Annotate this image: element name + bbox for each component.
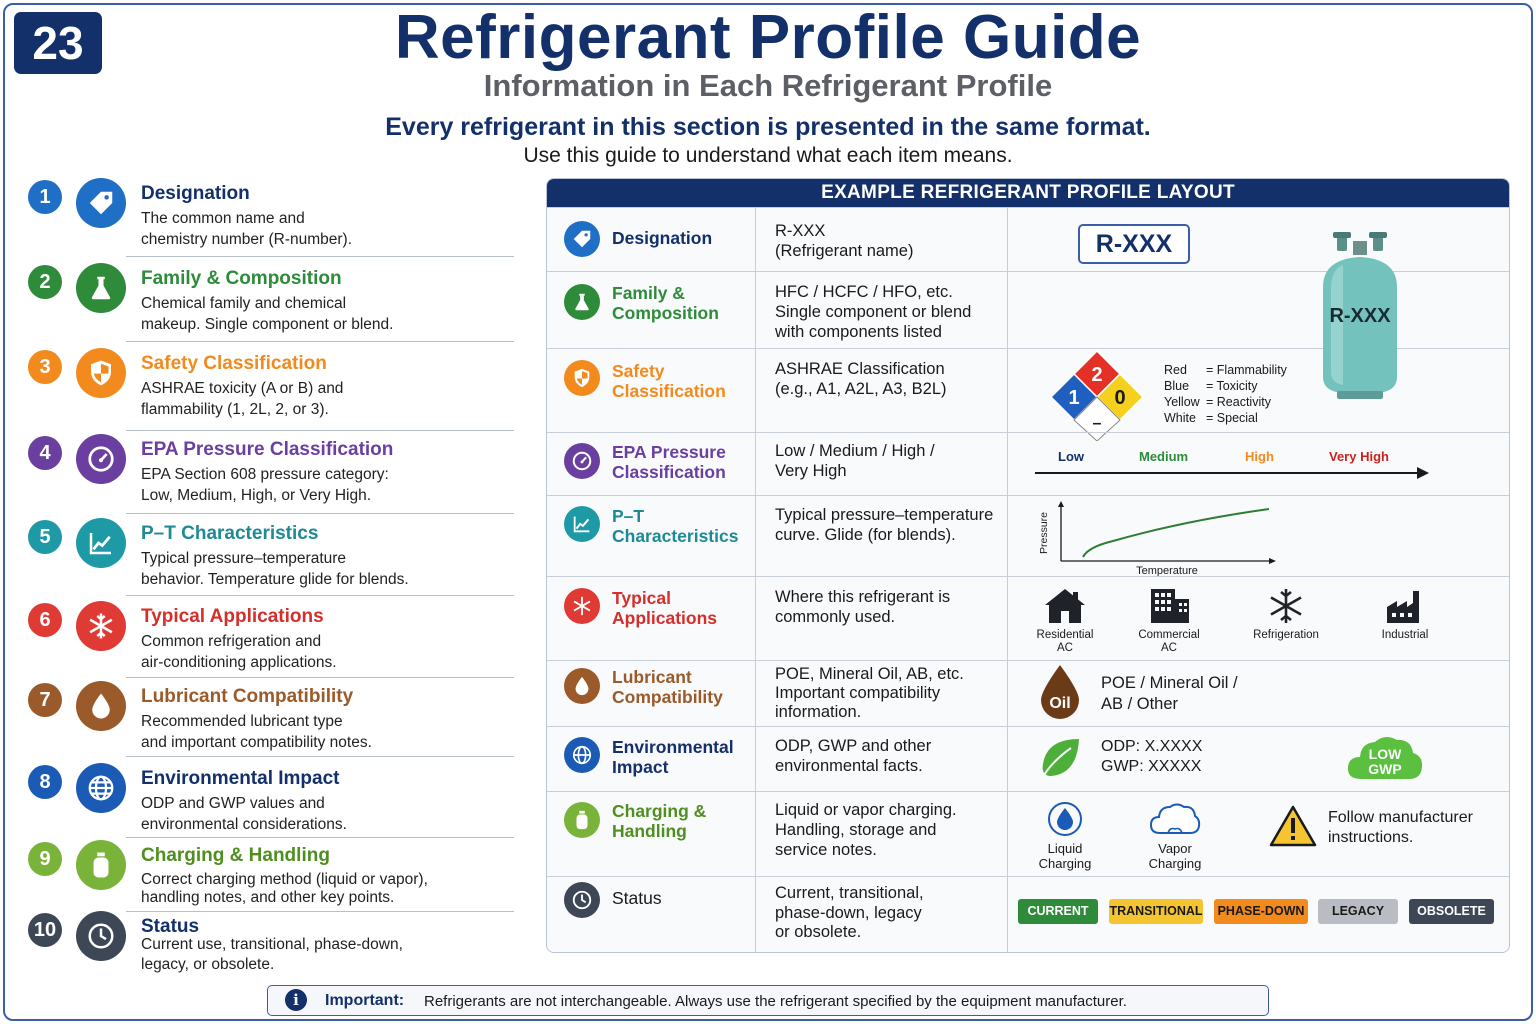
guide-description: Chemical family and chemical makeup. Single component or blend. bbox=[141, 295, 394, 333]
chart-line-icon bbox=[564, 506, 600, 542]
refrigerant-cylinder-icon bbox=[1313, 227, 1413, 402]
pt-curve-chart bbox=[1033, 499, 1293, 577]
row-label: Lubricant Compatibility bbox=[612, 667, 723, 707]
legend-row: White = Special bbox=[1164, 411, 1258, 425]
status-badge-legacy: LEGACY bbox=[1318, 899, 1398, 924]
guide-number: 7 bbox=[28, 683, 62, 717]
guide-number: 5 bbox=[28, 520, 62, 554]
odp-gwp-values bbox=[1101, 737, 1202, 777]
warning-text: Follow manufacturer instructions. bbox=[1328, 809, 1473, 846]
row-description: ODP, GWP and other environmental facts. bbox=[775, 737, 932, 775]
divider bbox=[126, 837, 514, 838]
oil-icon bbox=[1037, 663, 1083, 721]
row-label: Status bbox=[612, 888, 662, 908]
guide-title: EPA Pressure Classification bbox=[141, 439, 394, 460]
divider bbox=[126, 677, 514, 678]
pressure-scale-very-high: Very High bbox=[1329, 449, 1389, 464]
gwp-value: GWP: XXXXX bbox=[1101, 758, 1202, 775]
factory-icon bbox=[1383, 587, 1427, 625]
guide-title: Charging & Handling bbox=[141, 845, 330, 866]
guide-title: Family & Composition bbox=[141, 268, 342, 289]
row-description: Liquid or vapor charging. Handling, storage and service notes. bbox=[775, 801, 957, 859]
house-icon bbox=[1043, 587, 1087, 625]
clock-icon bbox=[76, 911, 126, 961]
charging-vapor: Vapor Charging bbox=[1130, 801, 1220, 871]
shield-icon bbox=[76, 348, 126, 398]
divider bbox=[126, 595, 514, 596]
pressure-scale-medium: Medium bbox=[1139, 449, 1189, 464]
status-badge-transitional: TRANSITIONAL bbox=[1109, 899, 1203, 924]
pressure-scale-low: Low bbox=[1058, 449, 1084, 464]
profile-row-pt bbox=[547, 495, 1510, 576]
nfpa-legend bbox=[1164, 362, 1287, 426]
row-label: Designation bbox=[612, 228, 713, 248]
guide-number: 6 bbox=[28, 603, 62, 637]
globe-icon bbox=[76, 763, 126, 813]
row-label: Typical Applications bbox=[612, 588, 718, 628]
leaf-icon bbox=[1037, 736, 1083, 782]
application-commercial: Commercial AC bbox=[1124, 587, 1214, 655]
example-profile-table bbox=[546, 178, 1510, 953]
guide-description: Common refrigeration and air-conditioning applications. bbox=[141, 633, 337, 671]
building-icon bbox=[1147, 587, 1191, 625]
divider bbox=[126, 911, 514, 912]
page-subtitle: Information in Each Refrigerant Profile bbox=[483, 68, 1053, 103]
globe-icon bbox=[564, 737, 600, 773]
row-label: P–T Characteristics bbox=[612, 506, 739, 546]
legend-row: Blue = Toxicity bbox=[1164, 379, 1258, 393]
nfpa-special: – bbox=[1092, 415, 1102, 432]
row-label: EPA Pressure Classification bbox=[612, 442, 726, 482]
snowflake-icon bbox=[76, 601, 126, 651]
tag-icon bbox=[76, 178, 126, 228]
tag-icon bbox=[564, 221, 600, 257]
snowflake-icon bbox=[1264, 587, 1308, 625]
guide-number: 8 bbox=[28, 765, 62, 799]
snowflake-icon bbox=[564, 588, 600, 624]
pressure-scale-high: High bbox=[1245, 449, 1274, 464]
tagline: Every refrigerant in this section is presented in the same format. bbox=[385, 113, 1151, 141]
nfpa-health: 1 bbox=[1068, 387, 1080, 409]
oil-drop-icon bbox=[76, 681, 126, 731]
flask-icon bbox=[76, 263, 126, 313]
guide-title: Environmental Impact bbox=[141, 768, 340, 789]
charging-liquid: Liquid Charging bbox=[1020, 801, 1110, 871]
divider bbox=[126, 756, 514, 757]
pressure-scale-arrow bbox=[1033, 465, 1433, 481]
divider bbox=[126, 256, 514, 257]
profile-header: EXAMPLE REFRIGERANT PROFILE LAYOUT bbox=[547, 179, 1509, 207]
guide-title: Designation bbox=[141, 183, 250, 204]
guide-number: 2 bbox=[28, 265, 62, 299]
guide-description: EPA Section 608 pressure category: Low, Medium, High, or Very High. bbox=[141, 466, 389, 504]
guide-description: Correct charging method (liquid or vapor), handling notes, and other key points. bbox=[141, 871, 428, 906]
row-label: Family & Composition bbox=[612, 283, 719, 323]
row-label: Environmental Impact bbox=[612, 737, 734, 777]
legend-row: Red = Flammability bbox=[1164, 363, 1287, 377]
low-gwp-line2: GWP bbox=[1368, 761, 1402, 777]
gauge-icon bbox=[76, 434, 126, 484]
designation-example: R-XXX bbox=[1078, 224, 1190, 264]
nfpa-reactivity: 0 bbox=[1114, 387, 1126, 409]
guide-description: The common name and chemistry number (R-number). bbox=[141, 210, 353, 248]
guide-number: 1 bbox=[28, 180, 62, 214]
row-label: Safety Classification bbox=[612, 361, 726, 401]
shield-icon bbox=[564, 360, 600, 396]
row-label: Charging & Handling bbox=[612, 801, 707, 841]
flask-icon bbox=[564, 284, 600, 320]
page-number-badge: 23 bbox=[14, 12, 102, 74]
vapor-cloud-icon bbox=[1148, 801, 1202, 837]
nfpa-flammability: 2 bbox=[1091, 364, 1103, 386]
gauge-icon bbox=[564, 443, 600, 479]
oil-drop-icon bbox=[564, 668, 600, 704]
note-label: Important: bbox=[325, 992, 405, 1009]
divider bbox=[126, 513, 514, 514]
guide-number: 4 bbox=[28, 436, 62, 470]
nfpa-diamond bbox=[1047, 349, 1147, 441]
guide-description: Current use, transitional, phase-down, legacy, or obsolete. bbox=[141, 936, 403, 973]
pt-chart-ylabel: Pressure bbox=[1038, 511, 1050, 554]
guide-number: 3 bbox=[28, 350, 62, 384]
low-gwp-cloud-icon bbox=[1345, 731, 1425, 783]
cylinder-icon bbox=[76, 840, 126, 890]
guide-title: Safety Classification bbox=[141, 353, 327, 374]
guide-number: 9 bbox=[28, 842, 62, 876]
clock-icon bbox=[564, 882, 600, 918]
cylinder-icon bbox=[564, 802, 600, 838]
odp-value: ODP: X.XXXX bbox=[1101, 738, 1203, 755]
profile-row-lubricant bbox=[547, 660, 1510, 726]
status-badge-obsolete: OBSOLETE bbox=[1409, 899, 1494, 924]
cylinder-label: R-XXX bbox=[1329, 305, 1391, 327]
chart-line-icon bbox=[76, 518, 126, 568]
row-description: Where this refrigerant is commonly used. bbox=[775, 588, 951, 626]
tagline-secondary: Use this guide to understand what each item means. bbox=[523, 144, 1013, 167]
row-description: R-XXX (Refrigerant name) bbox=[775, 222, 914, 260]
liquid-drop-icon bbox=[1045, 801, 1085, 837]
guide-title: P–T Characteristics bbox=[141, 523, 319, 544]
row-description: POE, Mineral Oil, AB, etc. Important compatibility information. bbox=[775, 665, 964, 721]
guide-title: Lubricant Compatibility bbox=[141, 686, 354, 707]
divider bbox=[126, 341, 514, 342]
row-description: Low / Medium / High / Very High bbox=[775, 442, 935, 480]
row-description: HFC / HCFC / HFO, etc. Single component or blend with components listed bbox=[775, 283, 972, 341]
low-gwp-line1: LOW bbox=[1368, 746, 1402, 762]
status-badge-current: CURRENT bbox=[1018, 899, 1098, 924]
guide-description: Recommended lubricant type and important compatibility notes. bbox=[141, 713, 372, 751]
guide-title: Status bbox=[141, 916, 200, 937]
guide-description: ASHRAE toxicity (A or B) and flammability (1, 2L, 2, or 3). bbox=[141, 380, 344, 418]
warning-icon bbox=[1269, 804, 1317, 848]
lubricant-example: POE / Mineral Oil / AB / Other bbox=[1101, 674, 1238, 713]
application-industrial: Industrial bbox=[1360, 587, 1450, 642]
pt-chart-xlabel: Temperature bbox=[1136, 565, 1198, 577]
application-refrigeration: Refrigeration bbox=[1241, 587, 1331, 642]
status-badge-phase-down: PHASE-DOWN bbox=[1214, 899, 1308, 924]
oil-icon-text: Oil bbox=[1049, 695, 1071, 712]
row-description: ASHRAE Classification (e.g., A1, A2L, A3, B2L) bbox=[775, 360, 947, 398]
guide-description: ODP and GWP values and environmental considerations. bbox=[141, 795, 347, 833]
divider bbox=[126, 430, 514, 431]
info-icon: i bbox=[285, 989, 307, 1011]
guide-title: Typical Applications bbox=[141, 606, 324, 627]
application-residential: Residential AC bbox=[1020, 587, 1110, 655]
important-note bbox=[267, 985, 1269, 1016]
guide-description: Typical pressure–temperature behavior. Temperature glide for blends. bbox=[141, 550, 409, 588]
legend-row: Yellow = Reactivity bbox=[1164, 395, 1271, 409]
row-description: Current, transitional, phase-down, legacy or obsolete. bbox=[775, 884, 924, 941]
page-title: Refrigerant Profile Guide bbox=[394, 3, 1142, 72]
guide-number: 10 bbox=[28, 913, 62, 947]
note-text: Refrigerants are not interchangeable. Always use the refrigerant specified by the equipment manufacturer. bbox=[424, 993, 1127, 1010]
row-description: Typical pressure–temperature curve. Glide (for blends). bbox=[775, 506, 994, 544]
